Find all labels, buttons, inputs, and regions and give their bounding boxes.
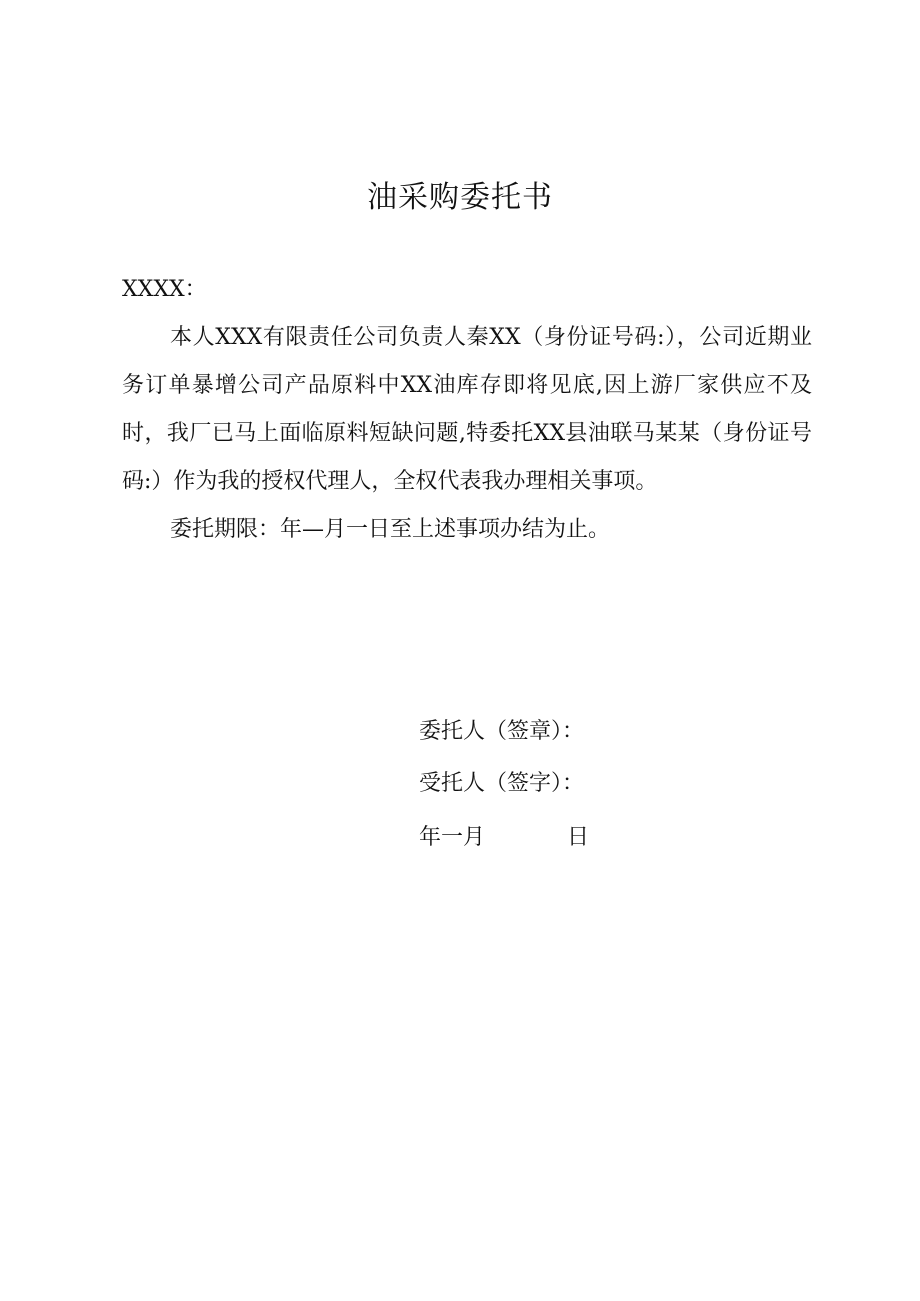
- date-day: 日: [567, 825, 590, 850]
- document-title: 油采购委托书: [367, 180, 553, 215]
- body-paragraph-1: 本人XXX有限责任公司负责人秦XX（身份证号码:），公司近期业务订单暴增公司产品原料中XX油库存即将见底,因上游厂家供应不及时，我厂已马上面临原料短缺问题,特委托XX县油联马某某（身份证号码:）作为我的授权代理人，全权代表我办理相关事项。: [122, 325, 812, 494]
- salutation: XXXX：: [122, 277, 207, 302]
- agent-signature-line: 受托人（签字）：: [419, 771, 585, 796]
- date-year-month: 年一月: [419, 825, 486, 850]
- date-line: [419, 814, 719, 862]
- principal-signature-line: 委托人（签章）：: [419, 719, 585, 744]
- body-paragraph-2: 委托期限：年—月一日至上述事项办结为止。: [170, 517, 611, 542]
